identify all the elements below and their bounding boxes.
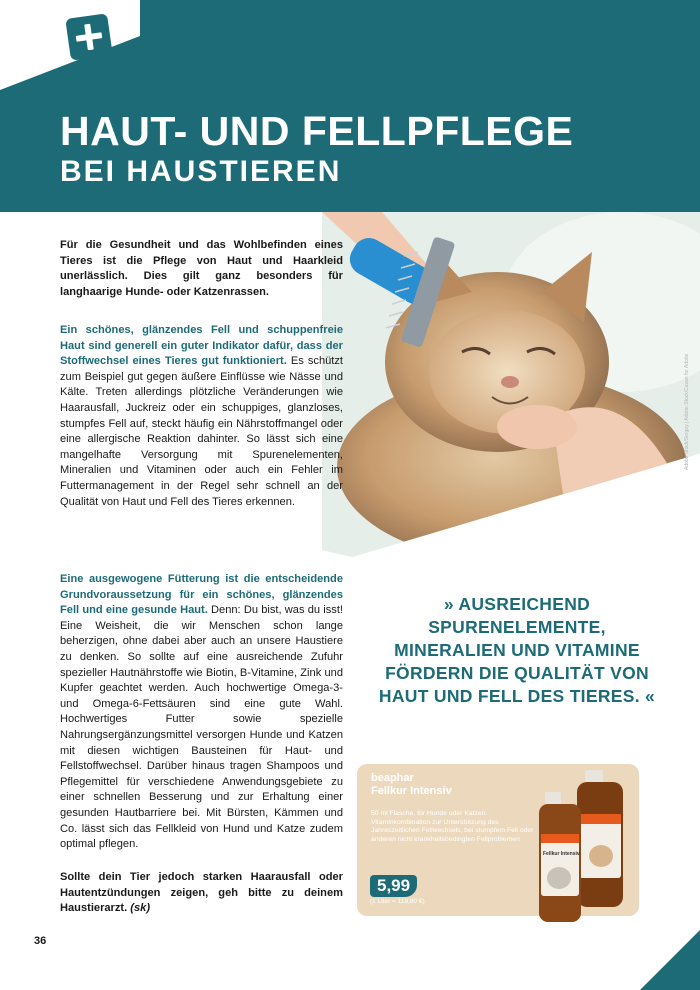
bottle-label: Fellkur Intensiv xyxy=(543,851,580,857)
author-initials: (sk) xyxy=(127,902,151,915)
pull-quote: » AUSREICHEND SPURENELEMENTE, MINERALIEN UND VITAMINE FÖRDERN DIE QUALITÄT VON HAUT UND FELL DES TIERES. « xyxy=(378,594,656,706)
product-box xyxy=(357,764,639,916)
corner-accent xyxy=(640,930,700,990)
closing-text: Sollte dein Tier jedoch starken Haarausfall oder Hautentzündungen zeigen, geh bitte zu deinem Haustierarzt. xyxy=(60,871,343,915)
product-name: Fellkur Intensiv xyxy=(371,785,452,797)
page-subtitle: BEI HAUSTIEREN xyxy=(60,155,342,188)
paragraph-2-lead: Ein schönes, glänzendes Fell und schuppenfreie Haut sind generell ein guter Indikator dafür, dass der Stoffwechsel eines Tieres gut funktioniert. xyxy=(60,324,343,368)
page-number: 36 xyxy=(34,935,47,947)
paragraph-3-body: Denn: Du bist, was du isst! Eine Weisheit, die wir Menschen schon lange beherzigen, ohne dabei aber auch an unsere Haustiere zu denken. So sollte auf eine ausreichende Zufuhr spezieller Hautnährstoffe wie Biotin, B-Vitamine, Zink und Kupfer geachtet werden. Auch hochwertige Omega-3- und Omega-6-Fettsäuren sind eine gute Wahl. Hochwertiges Futter sowie spezielle Nahrungsergänzungsmittel versorgen Hunde und Katzen mit diesen wichtigen Bausteinen für Haut- und Fellstoffwechsel. Darüber hinaus tragen Shampoos und Pflegemittel für verschiedene Anwendungsgebiete zu einer schnellen Besserung und zur Erhaltung einer gesunden Hautbarriere bei. Mit Bürsten, Kämmen und Co. lässt sich das Fellkleid von Hund und Katze zudem optimal pflegen. xyxy=(60,604,343,851)
article-intro: Für die Gesundheit und das Wohlbefinden eines Tieres ist die Pflege von Haut und Haarkleid unerlässlich. Dies gilt ganz besonders für langhaarige Hunde- oder Katzenrassen. xyxy=(60,239,343,298)
paragraph-2-body: Es schützt zum Beispiel gut gegen äußere Einflüsse wie Nässe und Kälte. Treten allerdings plötzliche Veränderungen wie Haarausfall, Juckreiz oder ein schuppiges, glanzloses, stumpfes Fell auf, steckt häufig ein Nährstoffmangel oder eine allergische Reaktion dahinter. So lässt sich eine mangelhafte Versorgung mit Spurenelementen, Mineralien und Vitaminen oder auch ein Fehler im Futtermanagement in der Regel sehr schnell an der Qualität von Haut und Fell des Tieres erkennen. xyxy=(60,355,343,508)
cat-brush-illustration xyxy=(322,212,700,557)
product-bottles xyxy=(537,766,637,928)
price-tag: 5,99 xyxy=(370,875,417,897)
cat-grooming-photo xyxy=(322,212,700,557)
article-paragraph-3 xyxy=(60,572,343,853)
paragraph-3-lead: Eine ausgewogene Fütterung ist die entscheidende Grundvoraussetzung für ein schönes, glänzendes Fell und eine gesunde Haut. xyxy=(60,573,343,617)
article-paragraph-2 xyxy=(60,323,343,510)
medical-cross-icon xyxy=(65,13,112,60)
article-closing xyxy=(60,870,343,917)
page-title: HAUT- UND FELLPFLEGE xyxy=(60,108,574,154)
unit-price: (1 Liter = 119,80 €) xyxy=(370,898,425,905)
product-description: 50 ml Flasche, für Hunde oder Katzen. Vitaminkombination zur Unterstützung des Jahreszeitlichen Fellwechsels, bei stumpfem Fell oder anderen nicht krankheitsbedingten Fellproblemen xyxy=(371,810,534,843)
photo-credit: Adobe Stock/Sergey | Adobe Stock/Cavan for Adobe xyxy=(684,353,690,470)
product-brand: beaphar xyxy=(371,772,414,784)
